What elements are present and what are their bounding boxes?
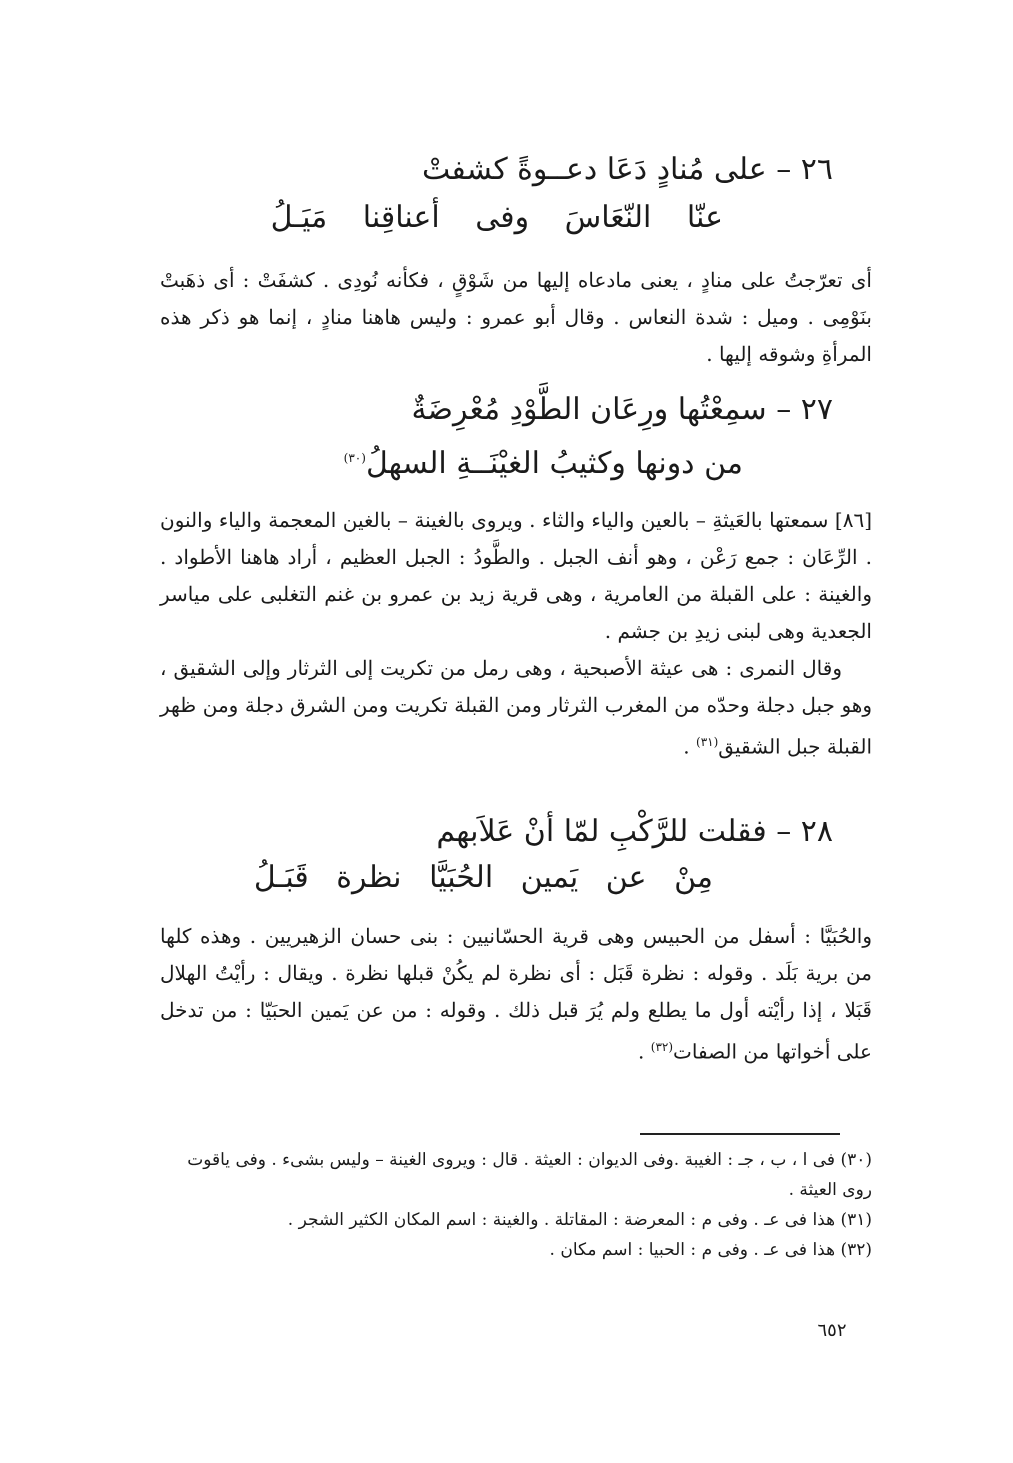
verse-27-line-1: ٢٧ – سمِعْتُها ورِعَان الطَّوْدِ مُعْرِضَةٌ: [411, 392, 833, 427]
footnote-31: (٣١) هذا فى عـ . وفى م : المعرضة : المقاتلة . والغينة : اسم المكان الكثير الشجر .: [287, 1210, 872, 1230]
commentary-28-end: .: [638, 1039, 651, 1064]
footnote-ref-30: (٣٠): [343, 451, 366, 465]
footnotes: [160, 1145, 872, 1265]
commentary-27-para-1: [٨٦] سمعتها بالعَيثةِ – بالعين والياء والثاء . ويروى بالغينة – بالغين المعجمة والياء والنون . الرِّعَان : جمع رَعْن ، وهو أنف الجبل . والطَّودُ : الجبل العظيم ، أراد هاهنا الأطواد . والغينة : على القبلة من العامرية ، وهى قرية زيد بن عمرو بن غنم التغلبى على مياسر الجعدية وهى لبنى زيدِ بن جشم .: [160, 508, 872, 643]
verse-28-line-1: ٢٨ – فقلت للرَّكْبِ لمّا أنْ عَلاَبهم: [436, 814, 833, 849]
commentary-27-para-2-end: .: [683, 734, 696, 759]
page-number: ٦٥٢: [817, 1320, 847, 1341]
commentary-26-text: أى تعرّجتُ على منادٍ ، يعنى مادعاه إليها من شَوْقٍ ، فكأنه نُودِى . كشفَتْ : أى ذهَبتْ بنَوْمِى . وميل : شدة النعاس . وقال أبو عمرو : وليس هاهنا منادٍ ، إنما هو ذكر هذه المرأةِ وشوقه إليها .: [160, 268, 872, 366]
commentary-28-text: والحُبَيَّا : أسفل من الحبيس وهى قرية الحسّانيين : بنى حسان الزهيريين . وهذه كلها من برية بَلَد . وقوله : نظرة قَبَل : أى نظرة لم يكُنْ قبلها نظرة . ويقال : رأيْتُ الهلال قَبَلا ، إذا رأيْته أول ما يطلع ولم يُرَ قبل ذلك . وقوله : من عن يَمين الحبَيّا : من تدخل على أخواتها من الصفات: [160, 924, 872, 1064]
footnote-ref-32: (٣٢): [650, 1040, 674, 1054]
commentary-28: [160, 918, 872, 1071]
footnote-ref-31: (٣١): [696, 735, 719, 749]
commentary-27-para-2: [160, 650, 872, 766]
footnote-32: (٣٢) هذا فى عـ . وفى م : الحبيا : اسم مكان .: [549, 1240, 872, 1260]
verse-28-line-2: مِنْ عن يَمين الحُبَيَّا نظرة قَبَـلُ: [253, 860, 713, 895]
commentary-26: [160, 262, 872, 373]
verse-26-line-2: عنّا النّعَاسَ وفى أعناقِنا مَيَـلُ: [270, 200, 723, 235]
commentary-28-para: [160, 918, 872, 1071]
footnote-separator: [640, 1133, 840, 1135]
footnote-30: (٣٠) فى ا ، ب ، جـ : الغيبة .وفى الديوان : العيثة . قال : ويروى الغينة – وليس بشىء . وفى ياقوت روى العيثة .: [187, 1150, 872, 1200]
verse-27-line-2-text: من دونها وكثيبُ الغيْنَــةِ السهلُ: [365, 446, 743, 481]
verse-27-line-2: [344, 438, 743, 484]
commentary-27: [160, 502, 872, 766]
commentary-27-para-2-text: وقال النمرى : هى عيثة الأصبحية ، وهى رمل من تكريت إلى الثرثار وإلى الشقيق ، وهو جبل دجلة وحدّه من المغرب الثرثار ومن القبلة تكريت ومن الشرق دجلة ومن ظهر القبلة جبل الشقيق: [160, 656, 872, 759]
verse-26-line-1: ٢٦ – على مُنادٍ دَعَا دعــوةً كشفتْ: [421, 152, 833, 187]
